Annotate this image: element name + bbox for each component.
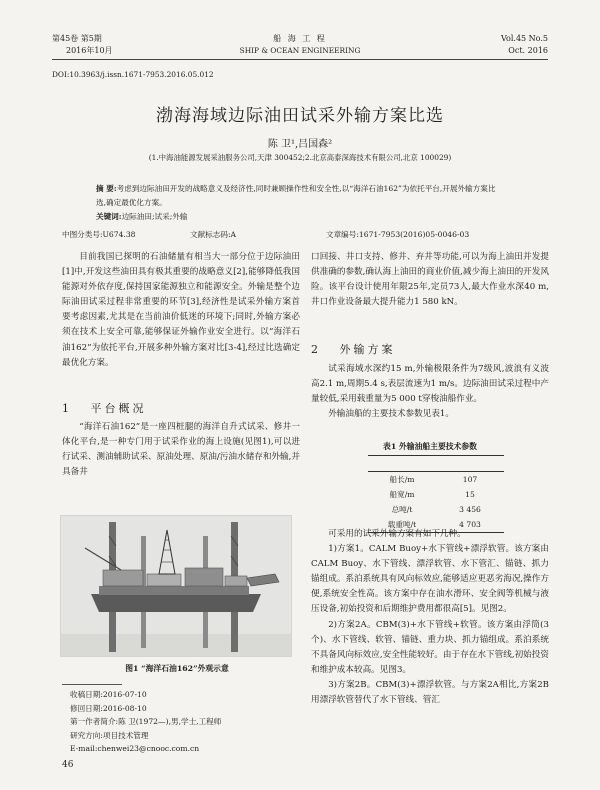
introduction	[62, 250, 300, 371]
section-2-heading	[311, 341, 396, 357]
abstract-text: 考虑到边际油田开发的战略意义及经济性,同时兼顾操作性和安全性,以“海洋石油162”为依托平台,开展外输方案比选,确定最优化方案。	[96, 184, 496, 207]
page-number: 46	[62, 760, 74, 770]
intro-paragraph: 目前我国已探明的石油储量有相当大一部分位于边际油田[1]中,开发这些油田具有极其重要的战略意义[2],能够降低我国能源对外依存度,保持国家能源独立和能源安全。外输是整个边际油田试采过程非常重要的环节[3],经济性是试采外输方案首要考虑因素,尤其是在当前油价低迷的环境下;同时,外输方案必须在技术上安全可靠,能够保证外输作业安全进行。以“海洋石油162”为依托平台,开展多种外输方案对比[3-4],经过比选确定最优化方案。	[62, 252, 300, 368]
research-field: 研究方向:项目技术管理	[70, 730, 149, 740]
doi: DOI:10.3963/j.issn.1671-7953.2016.05.012	[52, 70, 214, 79]
article-notes	[70, 688, 300, 756]
figure-1	[60, 515, 292, 657]
abstract-label: 摘 要:	[96, 184, 117, 193]
table-header-param	[368, 456, 436, 472]
section-1-title: 平台概况	[90, 402, 147, 415]
table-header-value	[436, 456, 504, 472]
param-cell: 总吨/t	[391, 505, 413, 514]
keywords-label: 关键词:	[96, 212, 122, 221]
table-row	[368, 487, 504, 502]
abstract	[96, 182, 504, 224]
param-cell: 船长/m	[389, 475, 415, 484]
article-number: 文章编号:1671-7953(2016)05-0046-03	[326, 230, 470, 239]
journal-name: 船 海 工 程	[273, 34, 327, 43]
section-2-title: 外输方案	[339, 343, 396, 356]
keywords: 边际油田;试采;外输	[121, 212, 188, 221]
journal-name-en: SHIP & OCEAN ENGINEERING	[239, 46, 361, 55]
author-bio: 第一作者简介:陈 卫(1972—),男,学士,工程师	[70, 717, 222, 726]
revised-date: 修回日期:2016-08-10	[70, 703, 147, 713]
options-list	[311, 527, 549, 708]
section-1-number: 1	[62, 402, 72, 415]
option-2a: 2)方案2A。CBM(3)+水下管线+软管。该方案由浮筒(3个)、水下管线、软管、锚链、重力块、抓力锚组成。系泊系统不具备风向标效应,安全性能较好。由于存在水下管线,初始投资和维护成本较高。见图3。	[311, 619, 549, 675]
table-1-caption: 表1 外输油船主要技术参数	[383, 442, 477, 451]
date-en: Oct. 2016	[508, 46, 548, 55]
options-intro: 可采用的试采外输方案有如下几种。	[328, 529, 466, 539]
figure-1-caption: 图1 “海洋石油162”外观示意	[125, 664, 229, 673]
author-email: E-mail:chenwei23@cnooc.com.cn	[70, 744, 200, 753]
option-2b: 3)方案2B。CBM(3)+漂浮软管。与方案2A相比,方案2B用漂浮软管替代了水下管线、管汇	[311, 679, 549, 706]
section-2-number: 2	[311, 343, 321, 356]
volume-en: Vol.45 No.5	[501, 34, 548, 43]
table-row	[368, 502, 504, 517]
header-rule	[52, 59, 548, 60]
footnote-rule	[62, 684, 122, 685]
clc-number: 中图分类号:U674.38	[62, 230, 136, 239]
received-date: 收稿日期:2016-07-10	[70, 690, 147, 699]
param-cell: 载重吨/t	[368, 517, 436, 533]
platform-illustration	[61, 516, 291, 656]
cont-paragraph: 口回接、井口支持、修井、弃井等功能,可以为海上油田并发提供准确的参数,确认海上油田的商业价值,减少海上油田的开发风险。该平台设计使用年限25年,定员73人,最大作业水深40 m,井口作业设备最大提升能力1 580 kN。	[311, 252, 549, 308]
authors: 陈 卫¹,吕国森²	[267, 139, 333, 150]
param-cell: 船宽/m	[389, 490, 415, 499]
value-cell: 4 703	[436, 517, 504, 533]
value-cell: 3 456	[459, 505, 481, 514]
section-1-body	[62, 420, 300, 480]
value-cell: 15	[465, 490, 475, 499]
value-cell: 107	[462, 475, 478, 484]
section-1-continued	[311, 250, 549, 310]
section-2-body	[311, 362, 549, 422]
option-1: 1)方案1。CALM Buoy+水下管线+漂浮软管。该方案由CALM Buoy、水下管线、漂浮软管、水下管汇、锚链、抓力锚组成。系泊系统具有风向标效应,能够适应更恶劣海况,操作方便,系统安全性高。该方案中存在油水滑环、安全阀等机械与液压设备,初始投资和后期维护费用都很高[5]。见图2。	[311, 544, 549, 615]
sec2-paragraph: 试采海域水深约15 m,外输极限条件为7级风,波浪有义波高2.1 m,周期5.4 s,表层流速为1 m/s。边际油田试采过程中产量较低,采用载重量为5 000 t穿梭油船作业。	[311, 364, 549, 405]
table-1	[368, 455, 504, 533]
table-row	[368, 472, 504, 488]
journal-date: 2016年10月	[66, 46, 113, 55]
sec1-paragraph: “海洋石油162”是一座四桩腿的海洋自升式试采、修井一体化平台,是一种专门用于试采作业的海上设施(见图1),可以进行试采、测油辅助试采、原油处理、原油/污油水储存和外输,并具备井	[62, 422, 300, 478]
paper-title: 渤海海域边际油田试采外输方案比选	[156, 106, 444, 126]
affiliation: (1.中海油能源发展采油服务公司,天津 300452;2.北京高泰深海技术有限公司,北京 100029)	[148, 153, 452, 162]
section-1-heading	[62, 400, 147, 416]
journal-volume: 第45卷 第5期	[52, 34, 102, 43]
table-intro: 外输油船的主要技术参数见表1。	[328, 409, 454, 420]
document-code: 文献标志码:A	[190, 230, 237, 239]
